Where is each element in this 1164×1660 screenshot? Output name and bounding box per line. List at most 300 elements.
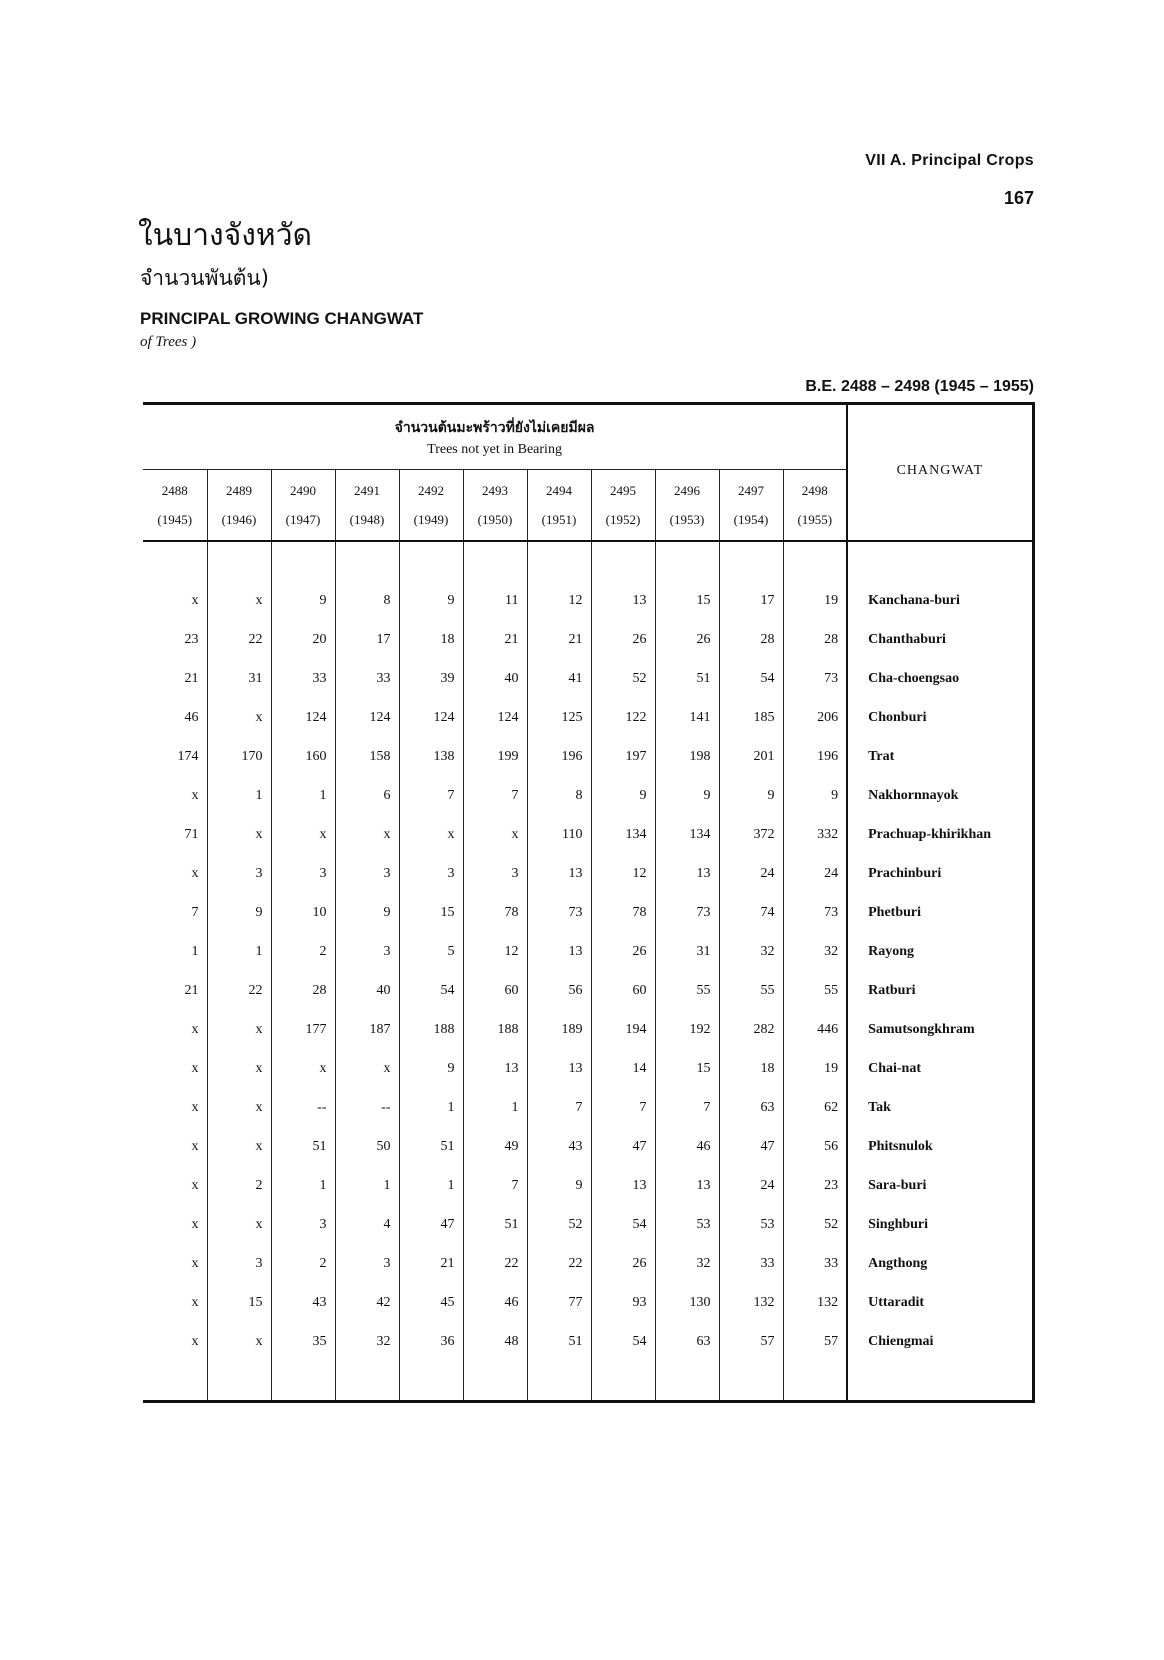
table-cell: 17 — [719, 581, 783, 620]
table-cell: 196 — [783, 737, 847, 776]
table-cell: 28 — [783, 620, 847, 659]
table-cell: 46 — [143, 698, 207, 737]
table-cell: 32 — [783, 932, 847, 971]
table-cell: 9 — [271, 581, 335, 620]
changwat-name: Cha-choengsao — [847, 659, 1033, 698]
changwat-name: Sara-buri — [847, 1166, 1033, 1205]
table-cell: x — [143, 1322, 207, 1361]
table-cell: 22 — [207, 620, 271, 659]
table-cell: 31 — [207, 659, 271, 698]
table-cell: 22 — [207, 971, 271, 1010]
table-cell: 35 — [271, 1322, 335, 1361]
table-cell: 26 — [591, 1244, 655, 1283]
table-cell: x — [143, 1088, 207, 1127]
table-cell: 56 — [527, 971, 591, 1010]
year-be: 2488 — [161, 483, 188, 498]
table-cell: x — [207, 1088, 271, 1127]
table-cell: 198 — [655, 737, 719, 776]
table-cell: x — [143, 1049, 207, 1088]
table-cell: 21 — [527, 620, 591, 659]
table-cell: x — [143, 776, 207, 815]
table-cell: 1 — [271, 776, 335, 815]
table-cell: 55 — [783, 971, 847, 1010]
table-cell: 24 — [719, 1166, 783, 1205]
table-cell: 50 — [335, 1127, 399, 1166]
table-cell: 110 — [527, 815, 591, 854]
table-cell: 54 — [591, 1322, 655, 1361]
table-row — [143, 1049, 1033, 1088]
table-cell: x — [143, 581, 207, 620]
table-cell: 9 — [207, 893, 271, 932]
table-cell: x — [271, 815, 335, 854]
table-cell: 174 — [143, 737, 207, 776]
table-cell: 77 — [527, 1283, 591, 1322]
table-cell: 3 — [335, 932, 399, 971]
table-cell: 46 — [463, 1283, 527, 1322]
table-cell: 206 — [783, 698, 847, 737]
data-table-container — [143, 402, 1033, 1403]
table-cell: 12 — [591, 854, 655, 893]
table-cell: 20 — [271, 620, 335, 659]
table-cell: 52 — [591, 659, 655, 698]
changwat-name: Phetburi — [847, 893, 1033, 932]
year-column-header — [207, 470, 271, 542]
year-ad: (1949) — [413, 512, 449, 527]
table-cell: 130 — [655, 1283, 719, 1322]
table-cell: 45 — [399, 1283, 463, 1322]
table-body — [143, 541, 1033, 1402]
table-cell: 7 — [591, 1088, 655, 1127]
table-cell: 74 — [719, 893, 783, 932]
table-cell: -- — [271, 1088, 335, 1127]
table-cell: 33 — [783, 1244, 847, 1283]
table-cell: 3 — [463, 854, 527, 893]
table-cell: 62 — [783, 1088, 847, 1127]
table-cell: 1 — [335, 1166, 399, 1205]
year-column-header — [719, 470, 783, 542]
table-cell: x — [207, 815, 271, 854]
table-cell: 52 — [527, 1205, 591, 1244]
table-cell: 24 — [719, 854, 783, 893]
table-cell: 13 — [655, 1166, 719, 1205]
year-column-header — [527, 470, 591, 542]
table-cell: 18 — [719, 1049, 783, 1088]
table-row — [143, 1322, 1033, 1361]
table-cell: 1 — [463, 1088, 527, 1127]
table-cell: 12 — [527, 581, 591, 620]
spacer-row — [143, 541, 1033, 581]
table-cell: 134 — [655, 815, 719, 854]
changwat-name: Nakhornnayok — [847, 776, 1033, 815]
table-cell: 18 — [399, 620, 463, 659]
table-row — [143, 698, 1033, 737]
changwat-name: Prachuap-khirikhan — [847, 815, 1033, 854]
table-cell: 446 — [783, 1010, 847, 1049]
table-cell: 124 — [463, 698, 527, 737]
table-cell: 1 — [399, 1088, 463, 1127]
table-cell: 60 — [591, 971, 655, 1010]
table-cell: 54 — [399, 971, 463, 1010]
year-ad: (1948) — [349, 512, 385, 527]
table-cell: 189 — [527, 1010, 591, 1049]
group-heading-thai: จำนวนต้นมะพร้าวที่ยังไม่เคยมีผล — [394, 419, 595, 436]
table-cell: 3 — [207, 854, 271, 893]
table-cell: x — [399, 815, 463, 854]
table-cell: x — [207, 698, 271, 737]
group-heading-english: Trees not yet in Bearing — [427, 441, 562, 457]
table-cell: 48 — [463, 1322, 527, 1361]
year-be: 2493 — [482, 483, 508, 498]
table-cell: 19 — [783, 581, 847, 620]
year-be: 2495 — [610, 483, 636, 498]
table-cell: 21 — [463, 620, 527, 659]
table-cell: 54 — [591, 1205, 655, 1244]
table-cell: 1 — [143, 932, 207, 971]
table-cell: 1 — [399, 1166, 463, 1205]
table-cell: 63 — [655, 1322, 719, 1361]
table-cell: 141 — [655, 698, 719, 737]
table-cell: 22 — [463, 1244, 527, 1283]
table-cell: 3 — [335, 1244, 399, 1283]
year-column-header — [783, 470, 847, 542]
table-cell: 55 — [655, 971, 719, 1010]
table-cell: x — [143, 1205, 207, 1244]
table-cell: x — [207, 1049, 271, 1088]
table-cell: 6 — [335, 776, 399, 815]
table-row — [143, 776, 1033, 815]
table-cell: 57 — [719, 1322, 783, 1361]
table-cell: 73 — [655, 893, 719, 932]
table-cell: 28 — [271, 971, 335, 1010]
table-cell: 201 — [719, 737, 783, 776]
table-cell: 15 — [655, 1049, 719, 1088]
table-row — [143, 1088, 1033, 1127]
table-cell: 78 — [463, 893, 527, 932]
table-cell: 332 — [783, 815, 847, 854]
group-heading — [143, 404, 847, 470]
table-cell: 9 — [655, 776, 719, 815]
table-cell: 60 — [463, 971, 527, 1010]
table-cell: 9 — [591, 776, 655, 815]
table-row — [143, 971, 1033, 1010]
year-ad: (1950) — [477, 512, 513, 527]
table-cell: 15 — [399, 893, 463, 932]
table-cell: 8 — [527, 776, 591, 815]
table-cell: 3 — [207, 1244, 271, 1283]
table-row — [143, 1166, 1033, 1205]
table-cell: 199 — [463, 737, 527, 776]
table-row — [143, 737, 1033, 776]
year-column-header — [335, 470, 399, 542]
table-cell: 15 — [655, 581, 719, 620]
table-cell: 9 — [399, 581, 463, 620]
table-cell: 93 — [591, 1283, 655, 1322]
table-cell: x — [463, 815, 527, 854]
table-cell: 9 — [335, 893, 399, 932]
table-cell: 7 — [527, 1088, 591, 1127]
table-cell: 196 — [527, 737, 591, 776]
year-ad: (1947) — [285, 512, 321, 527]
changwat-name: Singhburi — [847, 1205, 1033, 1244]
table-cell: 124 — [399, 698, 463, 737]
table-cell: 138 — [399, 737, 463, 776]
table-cell: 1 — [207, 932, 271, 971]
table-cell: 47 — [719, 1127, 783, 1166]
table-cell: 32 — [655, 1244, 719, 1283]
thai-title: ในบางจังหวัด — [138, 218, 313, 253]
table-cell: 13 — [527, 854, 591, 893]
table-cell: 122 — [591, 698, 655, 737]
table-cell: 32 — [719, 932, 783, 971]
table-cell: 7 — [463, 776, 527, 815]
running-head: VII A. Principal Crops — [865, 152, 1034, 169]
english-subtitle: of Trees ) — [140, 334, 197, 350]
changwat-name: Phitsnulok — [847, 1127, 1033, 1166]
year-be: 2497 — [738, 483, 764, 498]
table-cell: 53 — [655, 1205, 719, 1244]
table-cell: -- — [335, 1088, 399, 1127]
year-ad: (1953) — [669, 512, 705, 527]
table-cell: 63 — [719, 1088, 783, 1127]
table-row — [143, 1127, 1033, 1166]
table-cell: 124 — [271, 698, 335, 737]
table-cell: 23 — [143, 620, 207, 659]
table-cell: 17 — [335, 620, 399, 659]
table-cell: x — [143, 854, 207, 893]
table-cell: x — [143, 1010, 207, 1049]
table-cell: 160 — [271, 737, 335, 776]
table-cell: 282 — [719, 1010, 783, 1049]
changwat-name: Tak — [847, 1088, 1033, 1127]
table-cell: x — [335, 1049, 399, 1088]
page-number: 167 — [1003, 188, 1034, 208]
data-table — [143, 402, 1035, 1403]
table-cell: x — [143, 1166, 207, 1205]
table-cell: 134 — [591, 815, 655, 854]
table-cell: 2 — [271, 1244, 335, 1283]
changwat-heading: CHANGWAT — [847, 404, 1033, 542]
table-cell: 13 — [463, 1049, 527, 1088]
table-cell: 33 — [335, 659, 399, 698]
year-be: 2489 — [226, 483, 252, 498]
table-cell: x — [335, 815, 399, 854]
table-row — [143, 1244, 1033, 1283]
table-cell: 32 — [335, 1322, 399, 1361]
year-column-header — [655, 470, 719, 542]
table-cell: 5 — [399, 932, 463, 971]
table-cell: x — [271, 1049, 335, 1088]
table-cell: 73 — [527, 893, 591, 932]
table-cell: 57 — [783, 1322, 847, 1361]
table-row — [143, 659, 1033, 698]
table-cell: 43 — [527, 1127, 591, 1166]
table-cell: 7 — [463, 1166, 527, 1205]
table-cell: 7 — [399, 776, 463, 815]
year-ad: (1945) — [157, 512, 193, 527]
table-cell: 9 — [527, 1166, 591, 1205]
table-cell: 132 — [719, 1283, 783, 1322]
table-cell: 55 — [719, 971, 783, 1010]
thai-subtitle: จำนวนพันต้น) — [140, 266, 269, 290]
table-cell: 73 — [783, 893, 847, 932]
table-cell: 125 — [527, 698, 591, 737]
table-cell: 13 — [591, 581, 655, 620]
table-cell: 13 — [655, 854, 719, 893]
year-column-header — [399, 470, 463, 542]
table-cell: 194 — [591, 1010, 655, 1049]
table-cell: 21 — [399, 1244, 463, 1283]
table-cell: 12 — [463, 932, 527, 971]
table-cell: 28 — [719, 620, 783, 659]
changwat-name: Trat — [847, 737, 1033, 776]
year-ad: (1946) — [221, 512, 257, 527]
table-cell: 23 — [783, 1166, 847, 1205]
year-column-header — [143, 470, 207, 542]
year-be: 2498 — [801, 483, 828, 498]
year-ad: (1951) — [541, 512, 577, 527]
table-cell: 3 — [399, 854, 463, 893]
table-row — [143, 620, 1033, 659]
table-cell: x — [143, 1283, 207, 1322]
table-cell: 53 — [719, 1205, 783, 1244]
changwat-name: Prachinburi — [847, 854, 1033, 893]
changwat-name: Angthong — [847, 1244, 1033, 1283]
table-cell: 8 — [335, 581, 399, 620]
table-cell: 26 — [655, 620, 719, 659]
table-cell: 19 — [783, 1049, 847, 1088]
table-cell: x — [207, 1322, 271, 1361]
table-cell: 15 — [207, 1283, 271, 1322]
table-cell: x — [143, 1244, 207, 1283]
year-column-header — [271, 470, 335, 542]
table-cell: x — [207, 1205, 271, 1244]
table-cell: 185 — [719, 698, 783, 737]
table-cell: 43 — [271, 1283, 335, 1322]
table-cell: 3 — [335, 854, 399, 893]
table-cell: 40 — [335, 971, 399, 1010]
table-cell: 158 — [335, 737, 399, 776]
table-cell: 51 — [527, 1322, 591, 1361]
table-cell: 22 — [527, 1244, 591, 1283]
table-cell: 26 — [591, 932, 655, 971]
table-cell: 13 — [527, 932, 591, 971]
changwat-name: Ratburi — [847, 971, 1033, 1010]
table-cell: 51 — [655, 659, 719, 698]
table-cell: 170 — [207, 737, 271, 776]
table-cell: 46 — [655, 1127, 719, 1166]
spacer-row — [143, 1361, 1033, 1402]
table-cell: 71 — [143, 815, 207, 854]
changwat-name: Chonburi — [847, 698, 1033, 737]
table-cell: 188 — [463, 1010, 527, 1049]
table-cell: 51 — [271, 1127, 335, 1166]
year-ad: (1952) — [605, 512, 641, 527]
year-be: 2490 — [290, 483, 316, 498]
table-cell: 49 — [463, 1127, 527, 1166]
year-column-header — [591, 470, 655, 542]
table-cell: 9 — [783, 776, 847, 815]
table-cell: 3 — [271, 1205, 335, 1244]
table-cell: 124 — [335, 698, 399, 737]
table-cell: 7 — [143, 893, 207, 932]
period-label: B.E. 2488 – 2498 (1945 – 1955) — [805, 378, 1034, 395]
changwat-name: Rayong — [847, 932, 1033, 971]
table-cell: 24 — [783, 854, 847, 893]
table-cell: 33 — [719, 1244, 783, 1283]
table-cell: 4 — [335, 1205, 399, 1244]
table-cell: x — [207, 1010, 271, 1049]
table-cell: 54 — [719, 659, 783, 698]
table-cell: 197 — [591, 737, 655, 776]
table-cell: 31 — [655, 932, 719, 971]
table-cell: 33 — [271, 659, 335, 698]
year-ad: (1955) — [797, 512, 833, 527]
table-cell: 51 — [399, 1127, 463, 1166]
table-cell: 187 — [335, 1010, 399, 1049]
changwat-name: Chiengmai — [847, 1322, 1033, 1361]
table-cell: 26 — [591, 620, 655, 659]
table-cell: 41 — [527, 659, 591, 698]
changwat-name: Samutsongkhram — [847, 1010, 1033, 1049]
table-cell: 11 — [463, 581, 527, 620]
table-cell: 1 — [207, 776, 271, 815]
changwat-name: Chanthaburi — [847, 620, 1033, 659]
table-cell: 132 — [783, 1283, 847, 1322]
table-cell: 78 — [591, 893, 655, 932]
table-cell: x — [207, 1127, 271, 1166]
table-cell: 47 — [591, 1127, 655, 1166]
table-cell: 188 — [399, 1010, 463, 1049]
table-cell: 2 — [271, 932, 335, 971]
table-row — [143, 854, 1033, 893]
table-cell: 14 — [591, 1049, 655, 1088]
year-be: 2492 — [418, 483, 444, 498]
table-cell: 10 — [271, 893, 335, 932]
table-row — [143, 1010, 1033, 1049]
table-cell: 3 — [271, 854, 335, 893]
table-cell: 51 — [463, 1205, 527, 1244]
year-be: 2496 — [674, 483, 700, 498]
year-ad: (1954) — [733, 512, 769, 527]
table-cell: 13 — [591, 1166, 655, 1205]
table-row — [143, 893, 1033, 932]
table-cell: 13 — [527, 1049, 591, 1088]
table-cell: 9 — [719, 776, 783, 815]
table-cell: 52 — [783, 1205, 847, 1244]
table-cell: 73 — [783, 659, 847, 698]
table-row — [143, 1205, 1033, 1244]
table-cell: 21 — [143, 971, 207, 1010]
table-cell: 56 — [783, 1127, 847, 1166]
table-row — [143, 581, 1033, 620]
table-row — [143, 1283, 1033, 1322]
table-cell: 21 — [143, 659, 207, 698]
table-cell: 36 — [399, 1322, 463, 1361]
table-cell: 177 — [271, 1010, 335, 1049]
table-cell: 372 — [719, 815, 783, 854]
english-title: PRINCIPAL GROWING CHANGWAT — [140, 309, 424, 328]
table-cell: 39 — [399, 659, 463, 698]
table-row — [143, 815, 1033, 854]
table-cell: 9 — [399, 1049, 463, 1088]
changwat-name: Kanchana-buri — [847, 581, 1033, 620]
table-cell: 1 — [271, 1166, 335, 1205]
table-row — [143, 932, 1033, 971]
table-cell: 2 — [207, 1166, 271, 1205]
table-cell: x — [207, 581, 271, 620]
table-cell: x — [143, 1127, 207, 1166]
changwat-name: Chai-nat — [847, 1049, 1033, 1088]
